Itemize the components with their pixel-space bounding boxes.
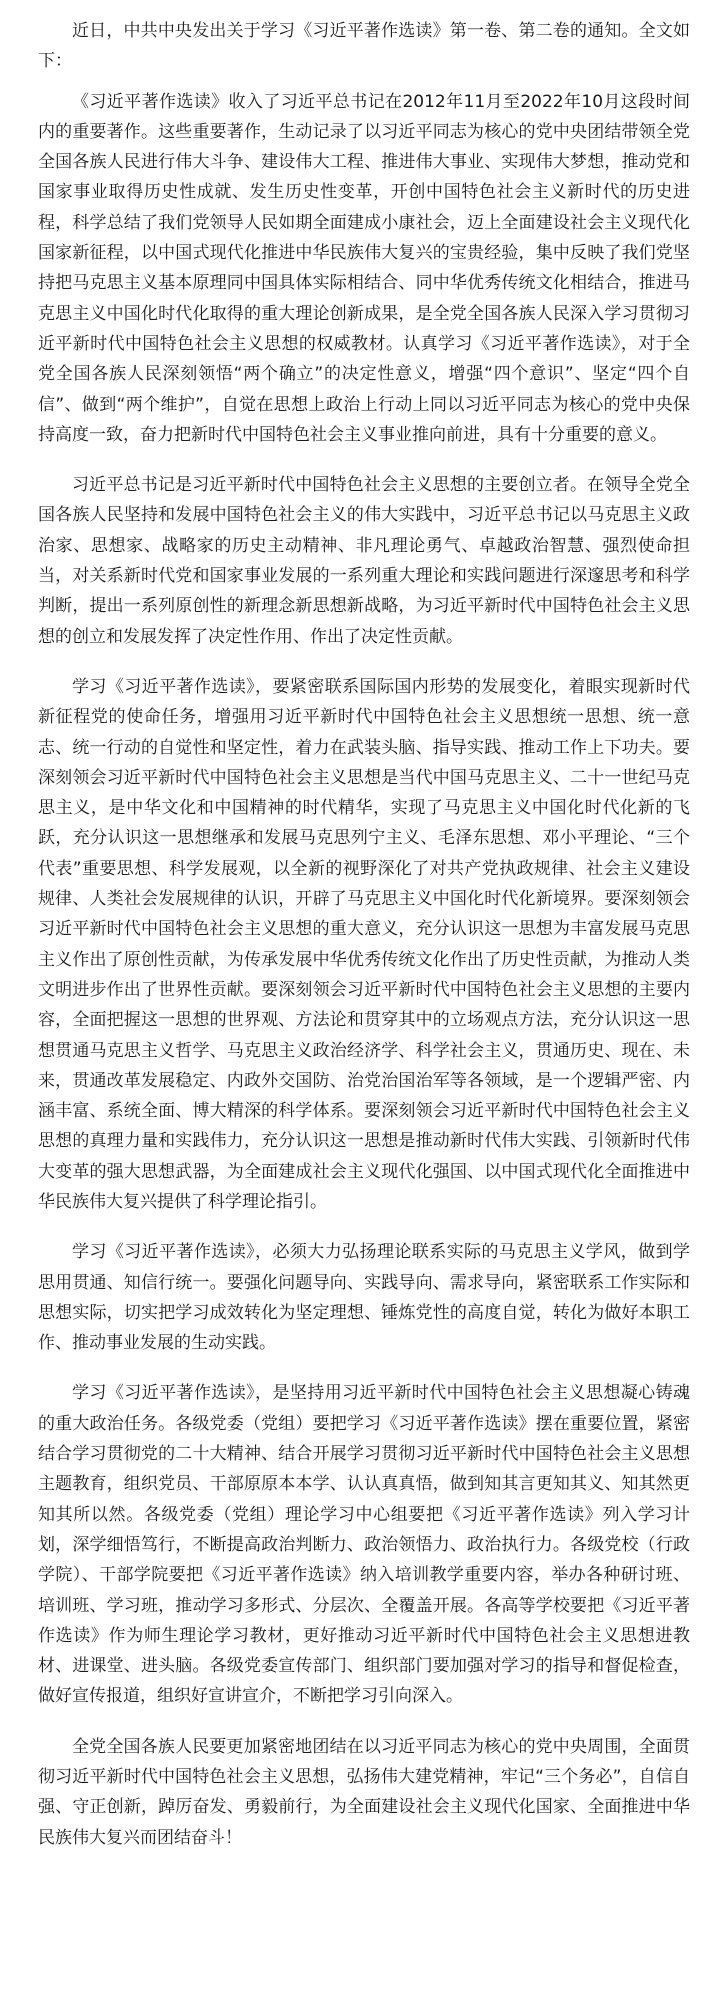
- article-paragraph: 习近平总书记是习近平新时代中国特色社会主义思想的主要创立者。在领导全党全国各族人民坚持和发展中国特色社会主义的伟大实践中，习近平总书记以马克思主义政治家、思想家、战略家的历史主动精神、非凡理论勇气、卓越政治智慧、强烈使命担当，对关系新时代党和国家事业发展的一系列重大理论和实践问题进行深邃思考和科学判断，提出一系列原创性的新理念新思想新战略，为习近平新时代中国特色社会主义思想的创立和发展发挥了决定性作用、作出了决定性贡献。: [38, 475, 690, 647]
- article-paragraph: 学习《习近平著作选读》，要紧密联系国际国内形势的发展变化，着眼实现新时代新征程党的使命任务，增强用习近平新时代中国特色社会主义思想统一思想、统一意志、统一行动的自觉性和坚定性，着力在武装头脑、指导实践、推动工作上下功夫。要深刻领会习近平新时代中国特色社会主义思想是当代中国马克思主义、二十一世纪马克思主义，是中华文化和中国精神的时代精华，实现了马克思主义中国化时代化新的飞跃，充分认识这一思想继承和发展马克思列宁主义、毛泽东思想、邓小平理论、“三个代表”重要思想、科学发展观，以全新的视野深化了对共产党执政规律、社会主义建设规律、人类社会发展规律的认识，开辟了马克思主义中国化时代化新境界。要深刻领会习近平新时代中国特色社会主义思想的重大意义，充分认识这一思想为丰富发展马克思主义作出了原创性贡献，为传承发展中华优秀传统文化作出了历史性贡献，为推动人类文明进步作出了世界性贡献。要深刻领会习近平新时代中国特色社会主义思想的主要内容，全面把握这一思想的世界观、方法论和贯穿其中的立场观点方法，充分认识这一思想贯通马克思主义哲学、马克思主义政治经济学、科学社会主义，贯通历史、现在、未来，贯通改革发展稳定、内政外交国防、治党治国治军等各领域，是一个逻辑严密、内涵丰富、系统全面、博大精深的科学体系。要深刻领会习近平新时代中国特色社会主义思想的真理力量和实践伟力，充分认识这一思想是推动新时代伟大实践、引领新时代伟大变革的强大思想武器，为全面建成社会主义现代化强国、以中国式现代化全面推进中华民族伟大复兴提供了科学理论指引。: [38, 676, 690, 1212]
- article-intro-paragraph: 近日，中共中央发出关于学习《习近平著作选读》第一卷、第二卷的通知。全文如下：: [38, 21, 690, 72]
- article-paragraph: 《习近平著作选读》收入了习近平总书记在2012年11月至2022年10月这段时间内的重要著作。这些重要著作，生动记录了以习近平同志为核心的党中央团结带领全党全国各族人民进行伟大斗争、建设伟大工程、推进伟大事业、实现伟大梦想，推动党和国家事业取得历史性成就、发生历史性变革，开创中国特色社会主义新时代的历史进程，科学总结了我们党领导人民如期全面建成小康社会，迈上全面建设社会主义现代化国家新征程，以中国式现代化推进中华民族伟大复兴的宝贵经验，集中反映了我们党坚持把马克思主义基本原理同中国具体实际相结合、同中华优秀传统文化相结合，推进马克思主义中国化时代化取得的重大理论创新成果，是全党全国各族人民深入学习贯彻习近平新时代中国特色社会主义思想的权威教材。认真学习《习近平著作选读》，对于全党全国各族人民深刻领悟“两个确立”的决定性意义，增强“四个意识”、坚定“四个自信”、做到“两个维护”，自觉在思想上政治上行动上同以习近平同志为核心的党中央保持高度一致，奋力把新时代中国特色社会主义事业推向前进，具有十分重要的意义。: [38, 91, 690, 445]
- article-closing-paragraph: 全党全国各族人民要更加紧密地团结在以习近平同志为核心的党中央周围，全面贯彻习近平新时代中国特色社会主义思想，弘扬伟大建党精神，牢记“三个务必”，自信自强、守正创新，踔厉奋发、勇毅前行，为全面建设社会主义现代化国家、全面推进中华民族伟大复兴而团结奋斗！: [38, 1736, 690, 1848]
- article-paragraph: 学习《习近平著作选读》，必须大力弘扬理论联系实际的马克思主义学风，做到学思用贯通、知信行统一。要强化问题导向、实践导向、需求导向，紧密联系工作实际和思想实际，切实把学习成效转化为坚定理想、锤炼党性的高度自觉，转化为做好本职工作、推动事业发展的生动实践。: [38, 1242, 690, 1354]
- article-paragraph: 学习《习近平著作选读》，是坚持用习近平新时代中国特色社会主义思想凝心铸魂的重大政治任务。各级党委（党组）要把学习《习近平著作选读》摆在重要位置，紧密结合学习贯彻党的二十大精神、结合开展学习贯彻习近平新时代中国特色社会主义思想主题教育，组织党员、干部原原本本学、认认真真悟，做到知其言更知其义、知其然更知其所以然。各级党委（党组）理论学习中心组要把《习近平著作选读》列入学习计划，深学细悟笃行，不断提高政治判断力、政治领悟力、政治执行力。各级党校（行政学院）、干部学院要把《习近平著作选读》纳入培训教学重要内容，举办各种研讨班、培训班、学习班，推动学习多形式、分层次、全覆盖开展。各高等学校要把《习近平著作选读》作为师生理论学习教材，更好推动习近平新时代中国特色社会主义思想进教材、进课堂、进头脑。各级党委宣传部门、组织部门要加强对学习的指导和督促检查，做好宣传报道，组织好宣讲宣介，不断把学习引向深入。: [38, 1383, 690, 1707]
